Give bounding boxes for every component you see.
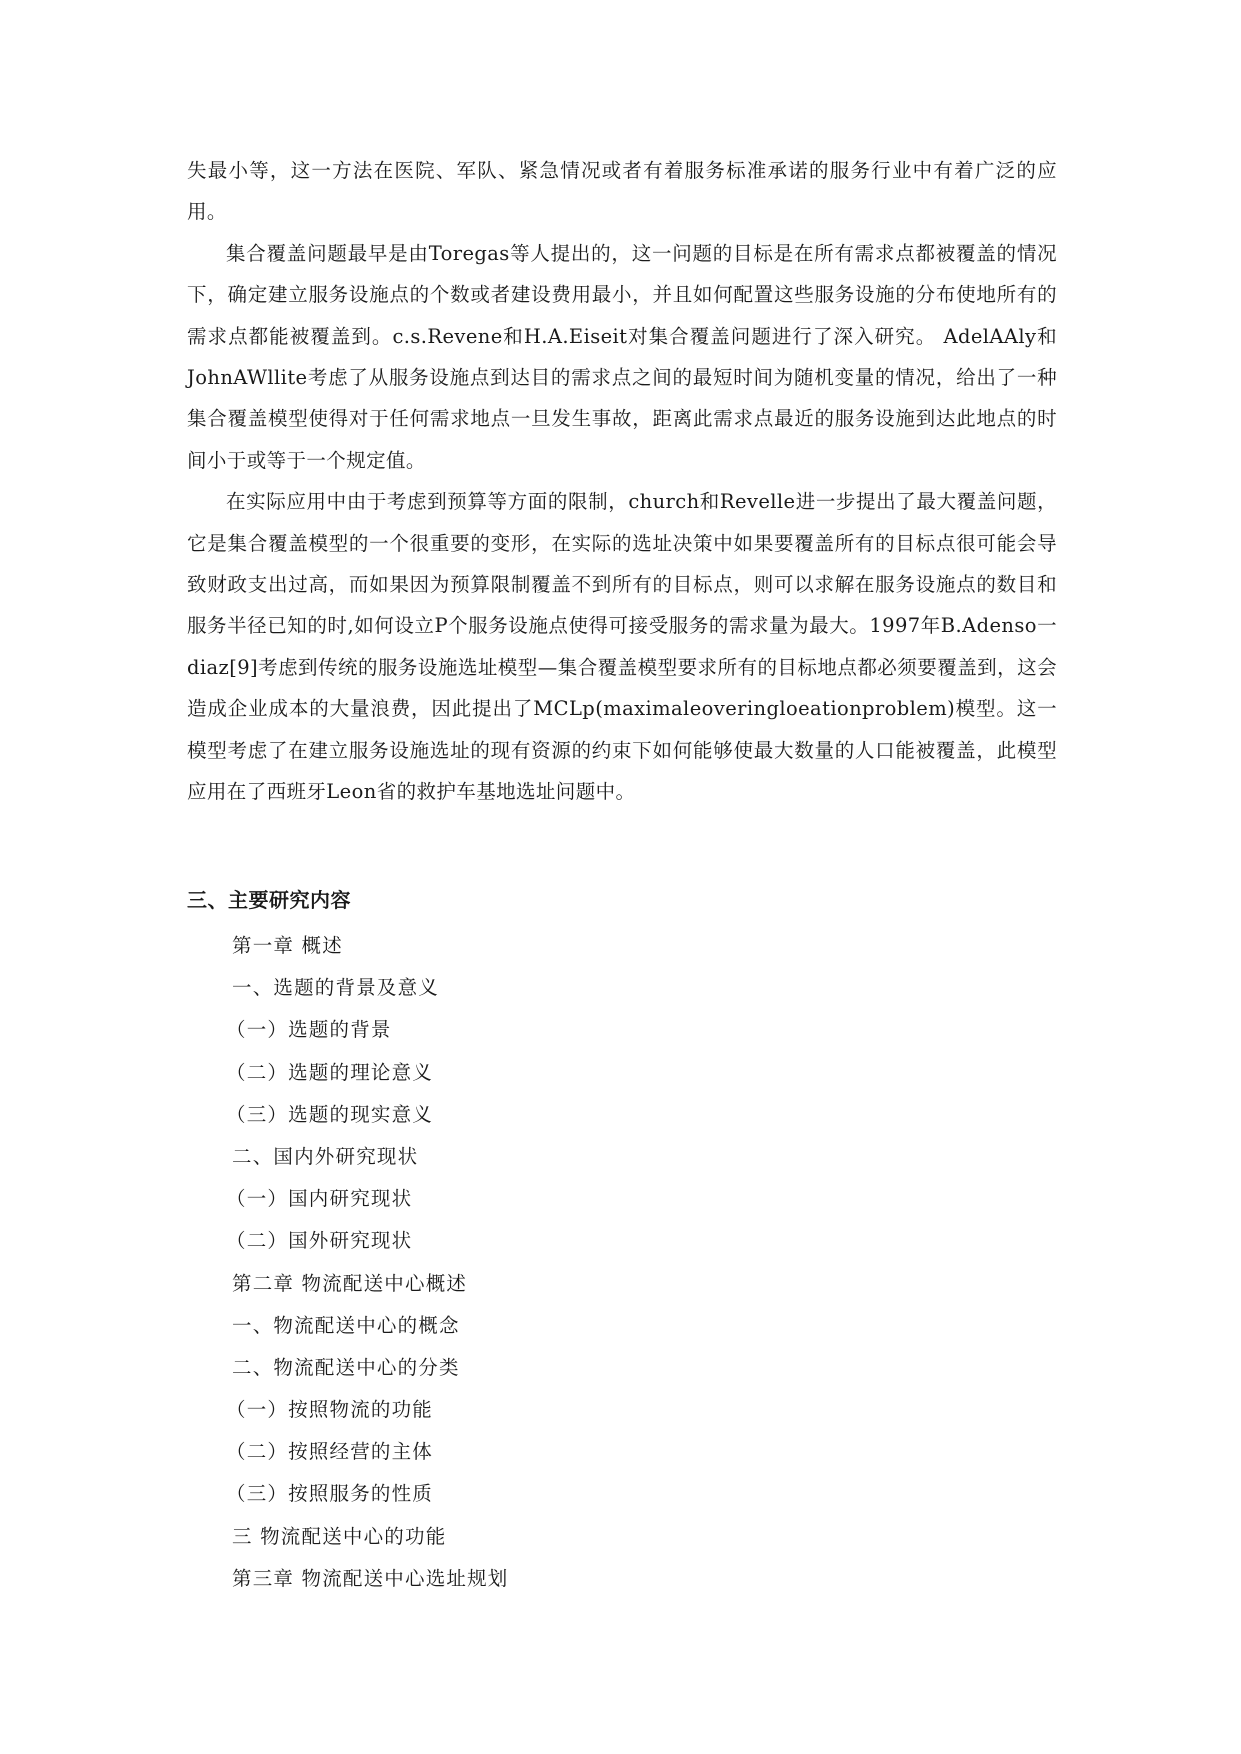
outline-list — [226, 925, 509, 1600]
outline-chapter: 第二章 物流配送中心概述 — [232, 1271, 468, 1295]
outline-subsection: （一）选题的背景 — [226, 1018, 392, 1042]
outline-chapter: 第一章 概述 — [232, 934, 343, 957]
section-title: 三、主要研究内容 — [187, 888, 351, 912]
outline-subsection: （一）国内研究现状 — [226, 1187, 413, 1211]
outline-section: 一、物流配送中心的概念 — [232, 1313, 460, 1337]
outline-subsection: （二）选题的理论意义 — [226, 1060, 434, 1084]
outline-chapter: 第三章 物流配送中心选址规划 — [232, 1566, 509, 1590]
paragraph-continued: 失最小等，这一方法在医院、军队、紧急情况或者有着服务标准承诺的服务行业中有着广泛的应用。 — [187, 159, 1057, 224]
body-text — [187, 150, 1057, 813]
paragraph-max-covering: 在实际应用中由于考虑到预算等方面的限制，church和Revelle进一步提出了最大覆盖问题，它是集合覆盖模型的一个很重要的变形，在实际的选址决策中如果要覆盖所有的目标点很可能会导致财政支出过高，而如果因为预算限制覆盖不到所有的目标点，则可以求解在服务设施点的数目和服务半径已知的时,如何设立P个服务设施点使得可接受服务的需求量为最大。1997年B.Adenso一diaz[9]考虑到传统的服务设施选址模型—集合覆盖模型要求所有的目标地点都必须要覆盖到，这会造成企业成本的大量浪费，因此提出了MCLp(maximaleoveringloeationproblem)模型。这一模型考虑了在建立服务设施选址的现有资源的约束下如何能够使最大数量的人口能被覆盖，此模型应用在了西班牙Leon省的救护车基地选址问题中。 — [187, 490, 1057, 804]
outline-subsection: （二）按照经营的主体 — [226, 1440, 434, 1464]
outline-section: 一、选题的背景及意义 — [232, 976, 440, 1000]
outline-section: 二、物流配送中心的分类 — [232, 1355, 460, 1379]
paragraph-set-covering: 集合覆盖问题最早是由Toregas等人提出的，这一问题的目标是在所有需求点都被覆盖的情况下，确定建立服务设施点的个数或者建设费用最小，并且如何配置这些服务设施的分布使地所有的需求点都能被覆盖到。c.s.Revene和H.A.Eiseit对集合覆盖问题进行了深入研究。 AdelAAly和 JohnAWllite考虑了从服务设施点到达目的需求点之间的最短时间为随机变量的情况，给出了一种集合覆盖模型使得对于任何需求地点一旦发生事故，距离此需求点最近的服务设施到达此地点的时间小于或等于一个规定值。 — [187, 241, 1057, 472]
outline-section: 二、国内外研究现状 — [232, 1144, 419, 1168]
outline-section: 三 物流配送中心的功能 — [232, 1524, 447, 1548]
outline-subsection: （二）国外研究现状 — [226, 1229, 413, 1253]
outline-subsection: （三）按照服务的性质 — [226, 1482, 434, 1506]
outline-subsection: （三）选题的现实意义 — [226, 1102, 434, 1126]
outline-subsection: （一）按照物流的功能 — [226, 1398, 434, 1422]
